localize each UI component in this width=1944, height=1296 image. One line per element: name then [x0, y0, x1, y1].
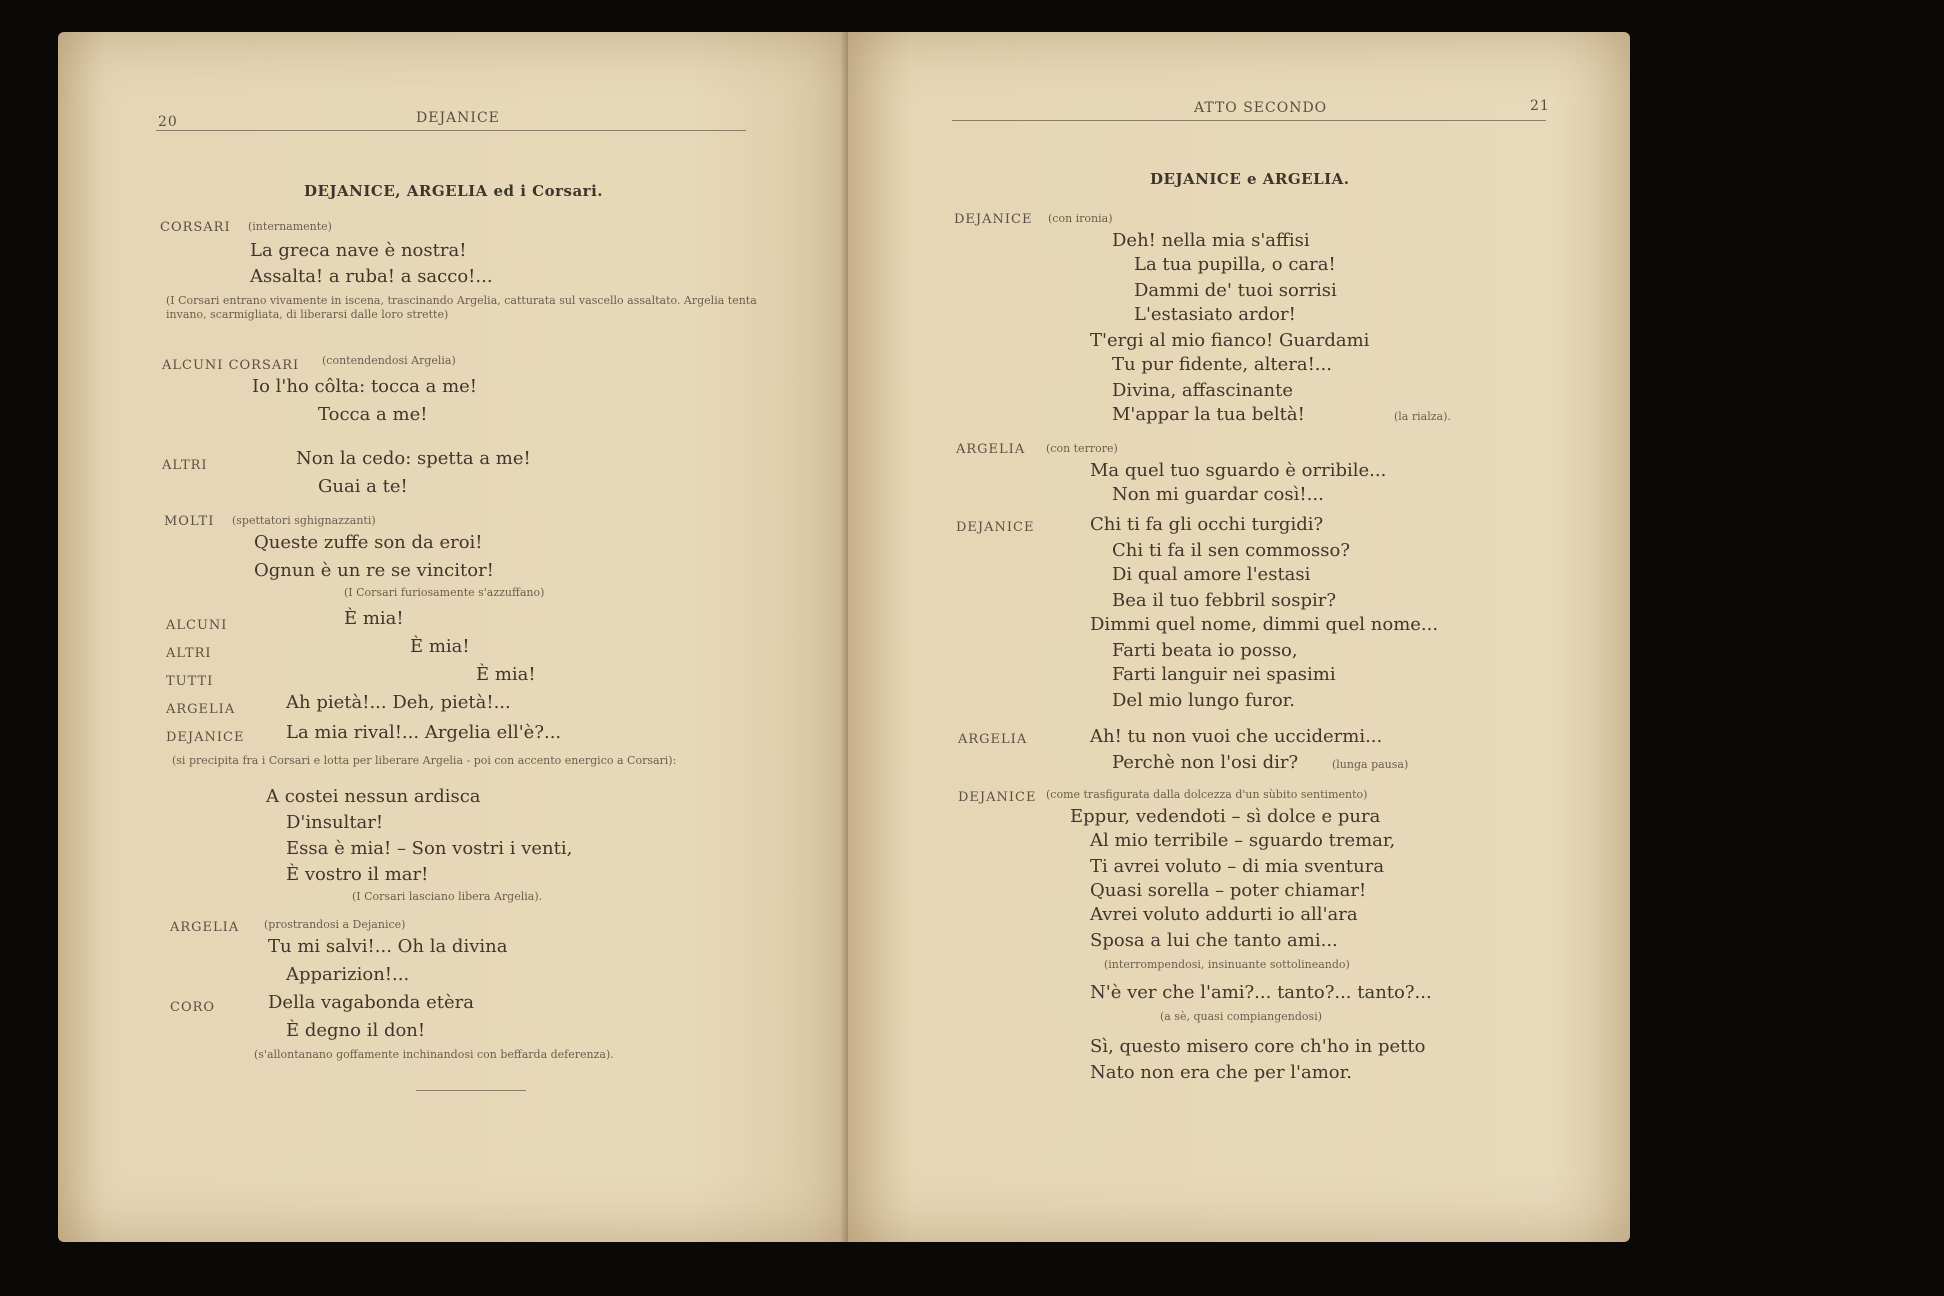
stage-direction: (a sè, quasi compiangendosi) — [1160, 1010, 1323, 1023]
running-head-right: ATTO SECONDO — [1194, 100, 1328, 116]
verse-line: A costei nessun ardisca — [266, 786, 481, 807]
verse-line: È mia! — [410, 636, 470, 657]
stage-direction: (s'allontanano goffamente inchinandosi con beffarda deferenza). — [254, 1048, 614, 1061]
verse-line: Ti avrei voluto – di mia sventura — [1090, 856, 1385, 877]
verse-line: Non mi guardar così!... — [1112, 484, 1324, 505]
speaker: MOLTI — [164, 514, 215, 529]
speaker: DEJANICE — [956, 520, 1035, 535]
stage-direction: (contendendosi Argelia) — [322, 354, 456, 367]
verse-line: È mia! — [344, 608, 404, 629]
speaker: DEJANICE — [166, 730, 245, 745]
verse-line: Assalta! a ruba! a sacco!... — [250, 266, 493, 287]
stage-direction: (I Corsari furiosamente s'azzuffano) — [344, 586, 545, 599]
verse-line: Ah pietà!... Deh, pietà!... — [286, 692, 511, 713]
verse-line: N'è ver che l'ami?... tanto?... tanto?... — [1090, 982, 1432, 1003]
stage-direction: (I Corsari entrano vivamente in iscena, trascinando Argelia, catturata sul vascello assaltato. Argelia tenta invano, scarmigliata, di liberarsi dalle loro strette) — [166, 294, 757, 321]
verse-line: La tua pupilla, o cara! — [1134, 254, 1336, 275]
speaker: CORSARI — [160, 220, 231, 235]
speaker: ARGELIA — [166, 702, 236, 717]
speaker: ALCUNI CORSARI — [162, 358, 300, 373]
speaker: ARGELIA — [958, 732, 1028, 747]
verse-line: Guai a te! — [318, 476, 408, 497]
scene-title-left: DEJANICE, ARGELIA ed i Corsari. — [304, 182, 603, 200]
verse-line: Quasi sorella – poter chiamar! — [1090, 880, 1367, 901]
verse-line: La greca nave è nostra! — [250, 240, 467, 261]
speaker: ALTRI — [166, 646, 212, 661]
verse-line: Avrei voluto addurti io all'ara — [1090, 904, 1358, 925]
verse-line: Del mio lungo furor. — [1112, 690, 1296, 711]
verse-line: Ognun è un re se vincitor! — [254, 560, 494, 581]
verse-line: Tu mi salvi!... Oh la divina — [268, 936, 508, 957]
verse-line: Tu pur fidente, altera!... — [1112, 354, 1332, 375]
verse-line: Eppur, vedendoti – sì dolce e pura — [1070, 806, 1381, 827]
stage-direction: (I Corsari lasciano libera Argelia). — [352, 890, 543, 903]
verse-line: Chi ti fa gli occhi turgidi? — [1090, 514, 1324, 535]
verse-line: È mia! — [476, 664, 536, 685]
verse-line: M'appar la tua beltà! — [1112, 404, 1305, 425]
verse-line: D'insultar! — [286, 812, 384, 833]
open-book — [58, 32, 1630, 1242]
verse-line: Bea il tuo febbril sospir? — [1112, 590, 1336, 611]
verse-line: Sì, questo misero core ch'ho in petto — [1090, 1036, 1426, 1057]
stage-direction: (spettatori sghignazzanti) — [232, 514, 376, 527]
verse-line: Dammi de' tuoi sorrisi — [1134, 280, 1337, 301]
stage-direction: (con terrore) — [1046, 442, 1118, 455]
verse-line: Sposa a lui che tanto ami... — [1090, 930, 1338, 951]
header-rule-left — [156, 130, 746, 131]
verse-line: È vostro il mar! — [286, 864, 429, 885]
verse-line: La mia rival!... Argelia ell'è?... — [286, 722, 562, 743]
stage-direction: (come trasfigurata dalla dolcezza d'un sùbito sentimento) — [1046, 788, 1368, 801]
speaker: ALTRI — [162, 458, 208, 473]
end-rule — [416, 1090, 526, 1091]
speaker: TUTTI — [166, 674, 214, 689]
verse-line: Farti beata io posso, — [1112, 640, 1298, 661]
verse-line: Dimmi quel nome, dimmi quel nome... — [1090, 614, 1439, 635]
speaker: DEJANICE — [954, 212, 1033, 227]
running-head-left: DEJANICE — [416, 110, 500, 126]
verse-line: Tocca a me! — [318, 404, 428, 425]
verse-line: Apparizion!... — [286, 964, 410, 985]
verse-line: T'ergi al mio fianco! Guardami — [1090, 330, 1370, 351]
verse-line: Ma quel tuo sguardo è orribile... — [1090, 460, 1387, 481]
verse-line: Ah! tu non vuoi che uccidermi... — [1090, 726, 1383, 747]
speaker: ARGELIA — [956, 442, 1026, 457]
page-number-right: 21 — [1530, 98, 1550, 114]
verse-line: Non la cedo: spetta a me! — [296, 448, 531, 469]
stage-direction: (lunga pausa) — [1332, 758, 1409, 771]
verse-line: Della vagabonda etèra — [268, 992, 475, 1013]
stage-direction: (internamente) — [248, 220, 332, 233]
verse-line: Essa è mia! – Son vostri i venti, — [286, 838, 573, 859]
speaker: ARGELIA — [170, 920, 240, 935]
speaker: CORO — [170, 1000, 216, 1015]
verse-line: Divina, affascinante — [1112, 380, 1294, 401]
verse-line: Queste zuffe son da eroi! — [254, 532, 483, 553]
verse-line: Deh! nella mia s'affisi — [1112, 230, 1310, 251]
verse-line: Io l'ho côlta: tocca a me! — [252, 376, 478, 397]
verse-line: Chi ti fa il sen commosso? — [1112, 540, 1350, 561]
verse-line: Perchè non l'osi dir? — [1112, 752, 1299, 773]
header-rule-right — [952, 120, 1546, 121]
stage-direction: (si precipita fra i Corsari e lotta per liberare Argelia - poi con accento energico a Corsari): — [172, 754, 677, 767]
scene-title-right: DEJANICE e ARGELIA. — [1150, 170, 1350, 188]
stage-direction: (con ironia) — [1048, 212, 1113, 225]
page-number-left: 20 — [158, 114, 178, 130]
verse-line: Al mio terribile – sguardo tremar, — [1090, 830, 1396, 851]
verse-line: È degno il don! — [286, 1020, 426, 1041]
verse-line: Nato non era che per l'amor. — [1090, 1062, 1352, 1083]
verse-line: L'estasiato ardor! — [1134, 304, 1296, 325]
verse-line: Farti languir nei spasimi — [1112, 664, 1336, 685]
verse-line: Di qual amore l'estasi — [1112, 564, 1311, 585]
stage-direction: (la rialza). — [1394, 410, 1451, 423]
speaker: DEJANICE — [958, 790, 1037, 805]
speaker: ALCUNI — [166, 618, 228, 633]
left-page — [58, 32, 848, 1242]
stage-direction: (interrompendosi, insinuante sottolineando) — [1104, 958, 1350, 971]
stage-direction: (prostrandosi a Dejanice) — [264, 918, 406, 931]
right-page — [848, 32, 1630, 1242]
